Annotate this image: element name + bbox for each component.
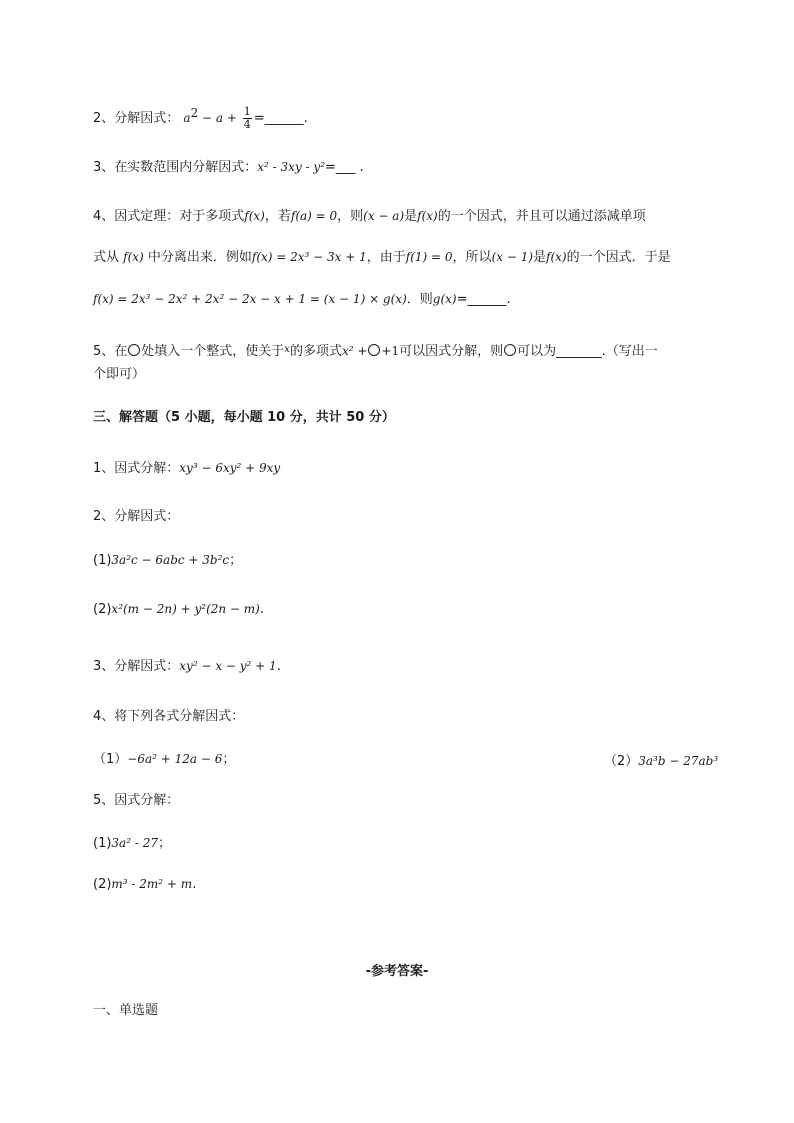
problem-2-title: 2、分解因式： (93, 509, 180, 524)
question-4-line-2 (93, 248, 671, 267)
q4-l2-fx2: f(x) (546, 250, 567, 264)
q2-fraction (243, 106, 252, 131)
q4-l2-prefix: 式从 (93, 250, 120, 265)
q5-l1-mid2: 的多项式 (289, 344, 342, 359)
q2-minus: − (198, 111, 216, 125)
question-3 (93, 158, 364, 177)
question-4-line-1 (93, 207, 646, 226)
p3-tail: . (276, 659, 281, 674)
q4-l2-mid1: 中分离出来．例如 (147, 250, 252, 265)
problem-4b (604, 750, 718, 769)
q4-l1-fx: f(x) (244, 209, 265, 223)
q5-l1-mid1: 处填入一个整式，使关于 (141, 344, 285, 359)
q2-blank: =______. (253, 111, 308, 126)
q4-l2-expr: f(x) = 2x³ − 3x + 1 (251, 250, 367, 264)
p4b-label: （2） (604, 754, 639, 769)
q3-expr: x² - 3xy - y² (257, 160, 325, 174)
q4-l2-x1: (x − 1) (491, 250, 534, 264)
q2-var-a2: a (215, 111, 224, 125)
q3-prefix: 3、在实数范围内分解因式： (93, 160, 258, 175)
q5-l1-x: x (284, 344, 290, 355)
circle-placeholder-icon (128, 344, 140, 356)
question-5-line-2 (93, 366, 145, 384)
problem-2a (93, 551, 242, 570)
answer-title: -参考答案- (365, 964, 429, 979)
q5-l1-expr-a: x² + (341, 344, 368, 358)
q4-l2-tail: 的一个因式．于是 (566, 250, 671, 265)
problem-5-title: 5、因式分解： (93, 793, 180, 808)
q4-l1-mid2: ，则 (337, 209, 364, 224)
p2b-label: (2) (93, 602, 112, 617)
q4-l2-mid2: ，由于 (366, 250, 406, 265)
p5b-label: (2) (93, 877, 112, 892)
question-5-line-1 (93, 341, 658, 361)
q4-l3-blank: =______. (456, 292, 511, 307)
p3-expr: xy² − x − y² + 1 (179, 659, 277, 673)
p3-prefix: 3、分解因式： (93, 659, 180, 674)
q4-l3-gx: g(x) (432, 292, 457, 306)
q2-exponent: 2 (190, 106, 199, 120)
q2-var-a: a (183, 111, 191, 125)
q4-l1-mid3: 是 (404, 209, 418, 224)
q3-blank: =___ . (325, 160, 364, 175)
p4b-expr: 3a³b − 27ab³ (638, 754, 719, 768)
problem-4a (93, 750, 235, 769)
question-4-line-3 (93, 290, 511, 309)
question-2 (93, 106, 308, 131)
q2-prefix: 2、分解因式： (93, 111, 180, 126)
p1-prefix: 1、因式分解： (93, 461, 180, 476)
q4-l1-tail: 的一个因式，并且可以通过添减单项 (437, 209, 646, 224)
p2a-expr: 3a²c − 6abc + 3b²c (111, 553, 230, 567)
q4-l1-xa: (x − a) (363, 209, 405, 223)
q2-frac-num: 1 (243, 105, 251, 118)
problem-1 (93, 459, 280, 478)
q4-l1-mid1: ，若 (264, 209, 291, 224)
p5a-label: (1) (93, 836, 112, 851)
q5-l1-tail: 可以为_______.（写出一 (517, 344, 658, 359)
p5a-tail: ； (157, 836, 171, 851)
q4-l2-mid4: 是 (533, 250, 547, 265)
p2b-tail: . (259, 602, 264, 617)
q5-l1-mid3: 可以因式分解，则 (399, 344, 504, 359)
p2a-tail: ； (229, 553, 243, 568)
q4-l2-f1: f(1) = 0 (405, 250, 453, 264)
answer-section-1: 一、单选题 (93, 1003, 159, 1018)
problem-5a (93, 834, 171, 853)
p2a-label: (1) (93, 553, 112, 568)
q5-l2: 个即可） (93, 367, 146, 382)
problem-4-title: 4、将下列各式分解因式： (93, 709, 245, 724)
q4-l3-expr: f(x) = 2x³ − 2x² + 2x² − 2x − x + 1 = (x − 1) × g(x) (93, 292, 407, 306)
p4a-tail: ； (222, 752, 236, 767)
q2-frac-den: 4 (243, 118, 251, 131)
p2b-expr: x²(m − 2n) + y²(2n − m) (111, 602, 260, 616)
p5a-expr: 3a² - 27 (111, 836, 158, 850)
q4-l2-fx: f(x) (123, 250, 144, 264)
section-3-title: 三、解答题（5 小题，每小题 10 分，共计 50 分） (93, 410, 395, 425)
p5b-expr: m³ - 2m² + m (111, 877, 193, 891)
q5-l1-prefix: 5、在 (93, 344, 128, 359)
problem-3 (93, 657, 281, 676)
q2-plus: + (223, 111, 241, 125)
circle-placeholder-icon (368, 344, 380, 356)
q4-l3-mid: ．则 (406, 292, 433, 307)
p5b-tail: . (192, 877, 197, 892)
q4-l1-prefix: 4、因式定理：对于多项式 (93, 209, 245, 224)
q5-l1-expr-b: +1 (381, 344, 400, 358)
problem-5b (93, 875, 196, 894)
p4a-expr: −6a² + 12a − 6 (127, 752, 223, 766)
q4-l1-fa: f(a) = 0 (290, 209, 338, 223)
circle-placeholder-icon (504, 344, 516, 356)
q4-l1-fx2: f(x) (417, 209, 438, 223)
p1-expr: xy³ − 6xy² + 9xy (179, 461, 281, 475)
q4-l2-mid3: ，所以 (452, 250, 492, 265)
p4a-label: （1） (93, 752, 128, 767)
problem-2b (93, 600, 264, 619)
